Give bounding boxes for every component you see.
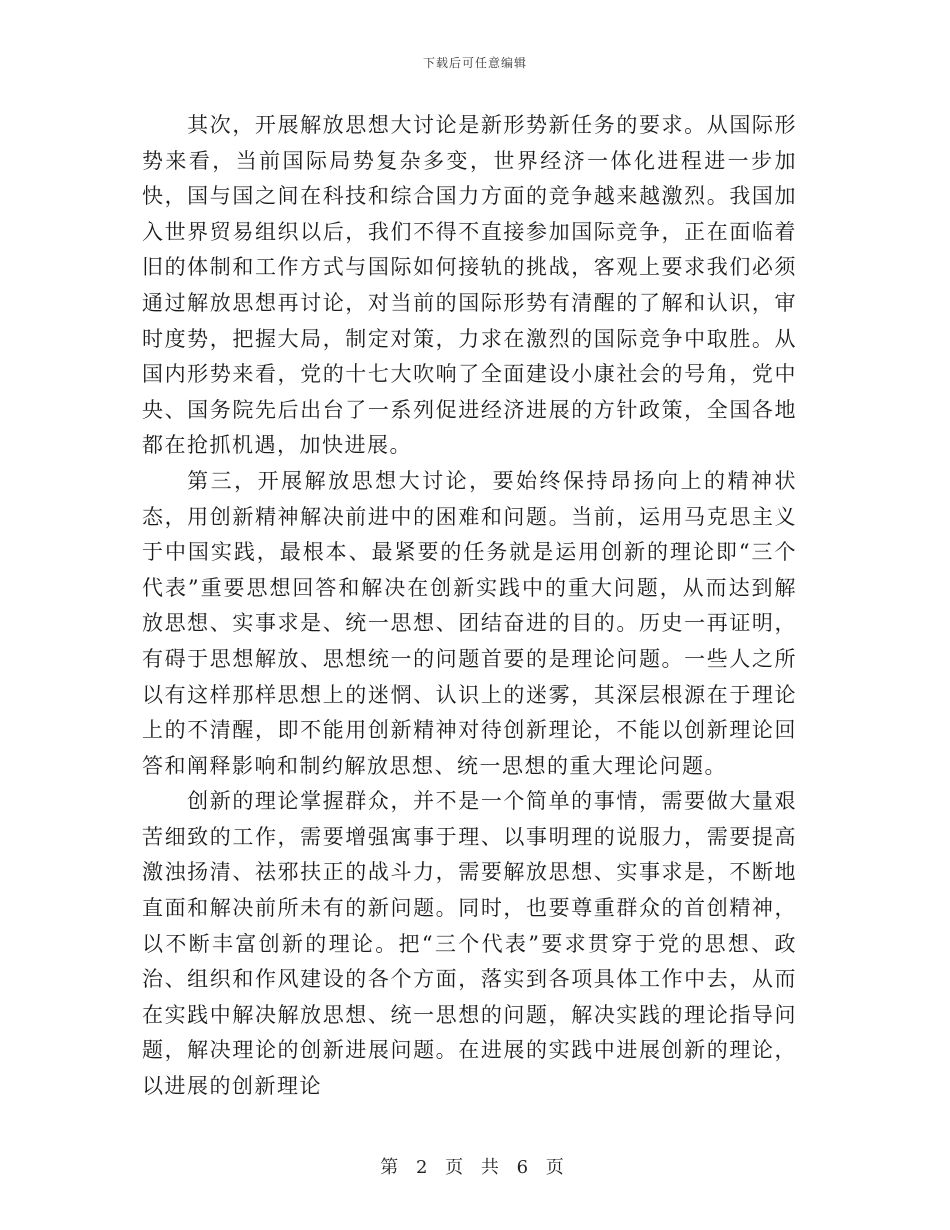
document-body	[142, 108, 797, 1105]
paragraph-1: 其次，开展解放思想大讨论是新形势新任务的要求。从国际形势来看，当前国际局势复杂多变，世界经济一体化进程进一步加快，国与国之间在科技和综合国力方面的竞争越来越激烈。我国加入世界贸易组织以后，我们不得不直接参加国际竞争，正在面临着旧的体制和工作方式与国际如何接轨的挑战，客观上要求我们必须通过解放思想再讨论，对当前的国际形势有清醒的了解和认识，审时度势，把握大局，制定对策，力求在激烈的国际竞争中取胜。从国内形势来看，党的十七大吹响了全面建设小康社会的号角，党中央、国务院先后出台了一系列促进经济进展的方针政策，全国各地都在抢抓机遇，加快进展。	[142, 113, 797, 458]
paragraph-2: 第三，开展解放思想大讨论，要始终保持昂扬向上的精神状态，用创新精神解决前进中的困难和问题。当前，运用马克思主义于中国实践，最根本、最紧要的任务就是运用创新的理论即“三个代表”重要思想回答和解决在创新实践中的重大问题，从而达到解放思想、实事求是、统一思想、团结奋进的目的。历史一再证明，有碍于思想解放、思想统一的问题首要的是理论问题。一些人之所以有这样那样思想上的迷惘、认识上的迷雾，其深层根源在于理论上的不清醒，即不能用创新精神对待创新理论，不能以创新理论回答和阐释影响和制约解放思想、统一思想的重大理论问题。	[142, 468, 797, 778]
page-header: 下载后可任意编辑	[422, 56, 527, 70]
paragraph-3: 创新的理论掌握群众，并不是一个简单的事情，需要做大量艰苦细致的工作，需要增强寓事于理、以事明理的说服力，需要提高激浊扬清、祛邪扶正的战斗力，需要解放思想、实事求是，不断地直面和解决前所未有的新问题。同时，也要尊重群众的首创精神，以不断丰富创新的理论。把“三个代表”要求贯穿于党的思想、政治、组织和作风建设的各个方面，落实到各项具体工作中去，从而在实践中解决解放思想、统一思想的问题，解决实践的理论指导问题，解决理论的创新进展问题。在进展的实践中进展创新的理论，以进展的创新理论	[142, 789, 797, 1099]
page-number-footer: 第 2 页 共 6 页	[380, 1157, 570, 1178]
